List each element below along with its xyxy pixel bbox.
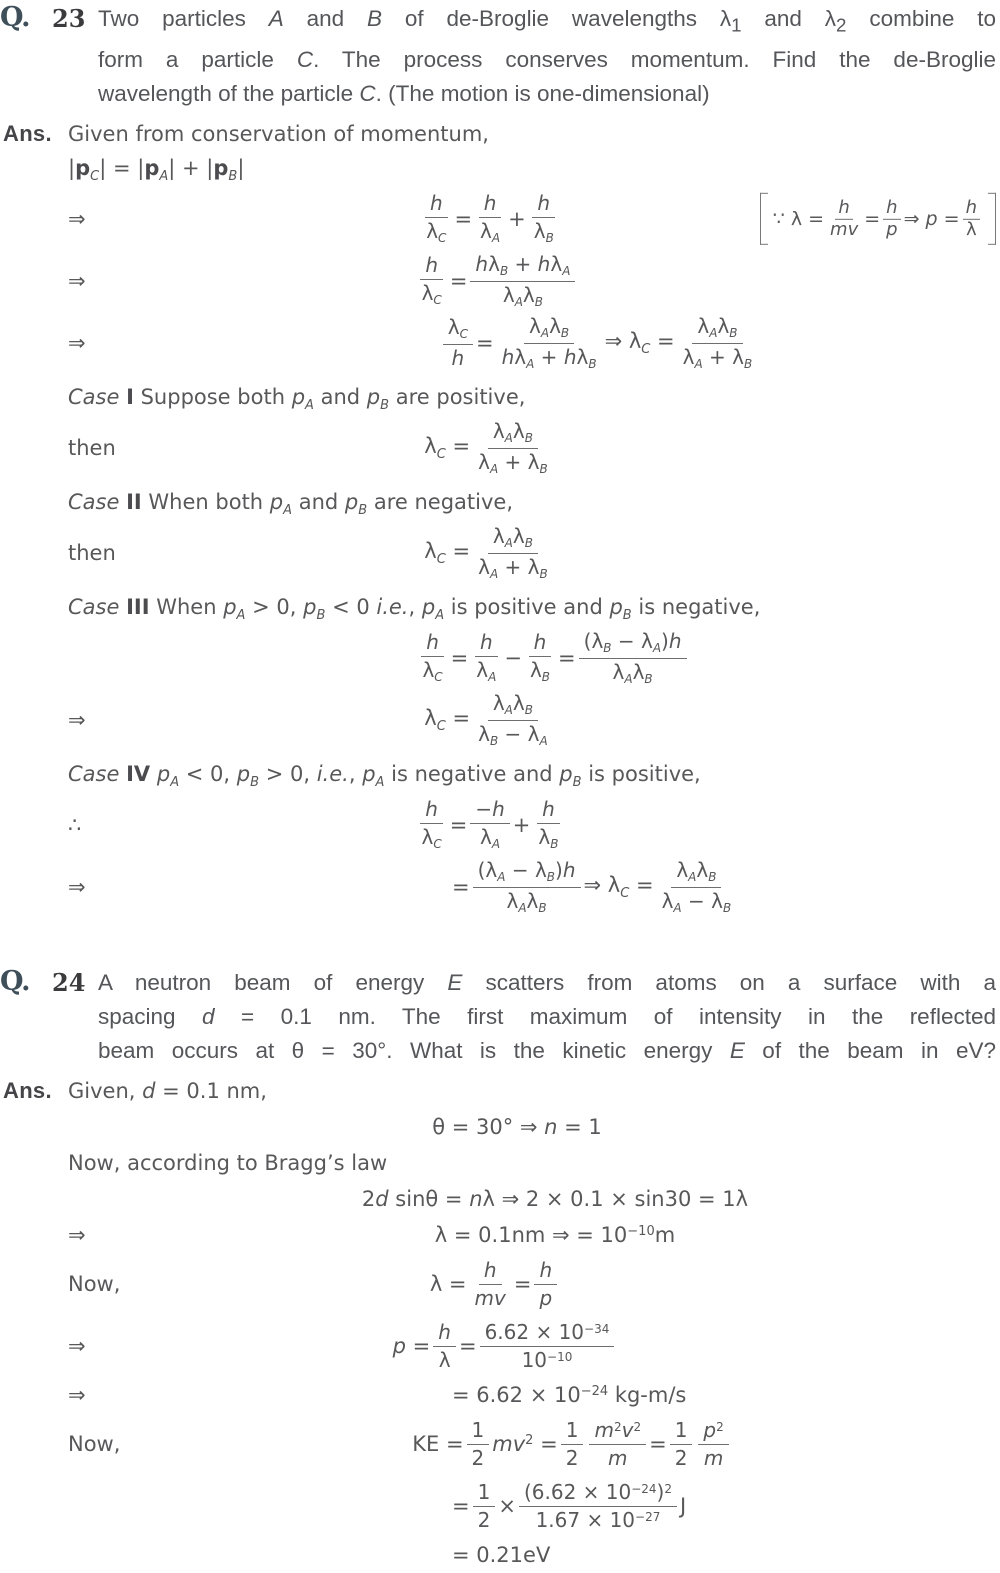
formula-row xyxy=(0,795,1000,856)
equation xyxy=(452,1383,686,1407)
equation xyxy=(68,156,244,184)
formula-row xyxy=(0,153,1000,188)
fraction: $\frac{6.62 \times 10^{-34}}{10^{-10}}$ xyxy=(480,1321,615,1372)
math-text: Case I Suppose both $p_A$ and $p_B$ are positive, xyxy=(68,384,526,413)
formula-row xyxy=(0,1146,1000,1181)
math-text: + xyxy=(508,206,526,231)
math-text: = xyxy=(452,875,470,899)
fraction: $\frac{1}{2}$ xyxy=(467,1419,490,1470)
equation xyxy=(432,1115,602,1139)
question-line: Two particles A and B of de-Broglie wavelengths $\lambda_1$ and $\lambda_2$ combine to xyxy=(98,6,996,36)
side-note-content xyxy=(768,193,988,245)
math-text: = xyxy=(450,646,469,670)
formula-row xyxy=(0,758,1000,794)
fraction: $\frac{(\lambda_A - \lambda_B)h}{\lambda_A\lambda_B}$ xyxy=(473,859,581,916)
answer-23 xyxy=(0,117,1000,918)
formula-row xyxy=(0,251,1000,312)
row-label: ⇒ xyxy=(68,875,86,899)
math-text: = xyxy=(864,208,881,230)
question-23-text xyxy=(98,2,1000,111)
fraction: $\frac{m^2v^2}{m}$ xyxy=(589,1419,646,1470)
equation xyxy=(430,1259,560,1310)
answer-24 xyxy=(0,1074,1000,1573)
formula-row xyxy=(0,1182,1000,1217)
row-label: ⇒ xyxy=(68,269,86,293)
formula-row xyxy=(0,1316,1000,1377)
equation xyxy=(68,1151,387,1175)
equation xyxy=(68,1079,267,1103)
formula-row xyxy=(0,1414,1000,1475)
row-label: ⇒ xyxy=(68,207,86,231)
equation xyxy=(414,253,579,310)
formula-row xyxy=(0,1218,1000,1253)
equation xyxy=(68,762,701,790)
math-text: ⇒ $\lambda_C$ = xyxy=(583,873,654,901)
fraction: $\frac{\lambda_A\lambda_B}{h\lambda_A + h\lambda_B}$ xyxy=(501,313,597,371)
row-label: then xyxy=(68,541,116,565)
fraction: $\frac{(\lambda_B - \lambda_A)h}{\lambda_A\lambda_B}$ xyxy=(579,630,687,687)
row-label: then xyxy=(68,436,116,460)
left-bracket xyxy=(760,193,768,245)
math-text: $|p_C| = |p_A| + |p_B|$ xyxy=(68,156,245,184)
row-label: ⇒ xyxy=(68,1383,86,1407)
math-text: = xyxy=(513,1272,532,1296)
question-24 xyxy=(0,964,1000,1068)
question-24-number: 24 xyxy=(52,967,86,997)
answer-lead-row xyxy=(0,1074,1000,1109)
fraction: $\frac{1}{2}$ xyxy=(670,1419,693,1470)
right-bracket xyxy=(988,193,996,245)
formula-row xyxy=(0,523,1000,584)
fraction: $\frac{h}{p}$ xyxy=(883,198,900,240)
formula-row xyxy=(0,1378,1000,1413)
math-text: Case IV $p_A < 0$, $p_B > 0$, i.e., $p_A$ is negative and $p_B$ is positive, xyxy=(68,761,701,790)
side-note xyxy=(760,193,996,245)
fraction: $\frac{-h}{\lambda_A}$ xyxy=(470,798,509,852)
answer-label: Ans. xyxy=(3,121,52,146)
math-text: p = xyxy=(392,1334,431,1358)
math-text: 2d sinθ = nλ ⇒ 2 × 0.1 × sin30 = 1λ xyxy=(361,1187,749,1211)
fraction: $\frac{h}{\lambda_A}$ xyxy=(480,191,501,246)
question-line: spacing d = 0.1 nm. The first maximum of intensity in the reflected xyxy=(98,1003,996,1029)
math-text: = xyxy=(449,269,468,293)
row-label: ⇒ xyxy=(68,708,86,732)
math-text: J xyxy=(680,1494,687,1518)
math-text: = xyxy=(558,646,576,670)
question-line: beam occurs at θ = 30°. What is the kinetic energy E of the beam in eV? xyxy=(98,1037,996,1063)
fraction: $\frac{h}{p}$ xyxy=(534,1259,557,1310)
row-label: ⇒ xyxy=(68,1334,86,1358)
row-label: ∴ xyxy=(68,813,82,837)
answer-lead-row xyxy=(0,117,1000,152)
formula-row xyxy=(0,189,1000,250)
math-text: Given, d = 0.1 nm, xyxy=(68,1079,267,1103)
formula-row xyxy=(0,486,1000,522)
question-23 xyxy=(0,0,1000,111)
math-text: = xyxy=(458,1334,477,1358)
equation xyxy=(68,385,525,413)
formula-row xyxy=(0,313,1000,374)
equation xyxy=(362,1187,748,1211)
math-text: $mv^2$ = xyxy=(492,1432,558,1456)
q-badge-icon: Q. xyxy=(0,965,30,997)
math-text: $\lambda_C$ = xyxy=(424,434,471,462)
question-24-text xyxy=(98,966,1000,1068)
fraction: $\frac{(6.62 \times 10^{-24})^2}{1.67 \times 10^{-27}}$ xyxy=(519,1481,677,1532)
math-text: ⇒ $\lambda_C$ = xyxy=(604,329,675,357)
q-badge-icon: Q. xyxy=(0,2,30,33)
question-line: form a particle C. The process conserves momentum. Find the de-Broglie xyxy=(98,46,996,72)
math-text: Now, according to Bragg’s law xyxy=(68,1151,388,1175)
formula-row xyxy=(0,381,1000,417)
formula-row xyxy=(0,690,1000,751)
equation xyxy=(435,1223,675,1247)
formula-row xyxy=(0,857,1000,918)
equation xyxy=(68,122,489,146)
fraction: $\frac{\lambda_A\lambda_B}{\lambda_A + \lambda_B}$ xyxy=(478,418,548,476)
math-text: ⇒ p = xyxy=(903,208,960,230)
formula-row xyxy=(0,1476,1000,1537)
math-text: = $6.62 \times 10^{-24}$ kg-m/s xyxy=(452,1383,687,1407)
equation xyxy=(424,525,555,582)
equation xyxy=(68,490,513,518)
fraction: $\frac{h}{\lambda_C}$ xyxy=(421,797,442,852)
equation xyxy=(414,630,689,687)
fraction: $\frac{p^2}{m}$ xyxy=(698,1419,728,1470)
math-text: KE = xyxy=(412,1432,464,1456)
equation xyxy=(440,315,761,372)
question-line: wavelength of the particle C. (The motion is one-dimensional) xyxy=(98,80,710,106)
equation xyxy=(452,1481,686,1532)
math-text: $\lambda_C$ = xyxy=(424,706,471,734)
math-text: $\lambda_C$ = xyxy=(424,539,471,567)
equation xyxy=(424,692,555,749)
math-text: = xyxy=(452,1494,470,1518)
formula-row xyxy=(0,1254,1000,1315)
math-text: = 0.21eV xyxy=(452,1543,551,1567)
math-text: − xyxy=(504,646,522,670)
math-text: = xyxy=(475,331,494,355)
fraction: $\frac{h}{mv}$ xyxy=(474,1257,506,1310)
fraction: $\frac{h}{\lambda_C}$ xyxy=(422,630,443,685)
math-text: λ = xyxy=(429,1272,467,1296)
fraction: $\frac{h}{\lambda_C}$ xyxy=(426,191,447,246)
equation xyxy=(424,420,555,477)
row-label: Now, xyxy=(68,1432,121,1456)
fraction: $\frac{\lambda_A\lambda_B}{\lambda_A + \lambda_B}$ xyxy=(478,523,548,581)
fraction: $\frac{h}{mv}$ xyxy=(830,196,859,240)
question-line: A neutron beam of energy E scatters from atoms on a surface with a xyxy=(98,969,996,995)
fraction: $\frac{h}{\lambda_C}$ xyxy=(421,253,442,308)
question-23-number: 23 xyxy=(52,4,86,33)
fraction: $\frac{\lambda_C}{h}$ xyxy=(443,316,473,370)
fraction: $\frac{h}{\lambda}$ xyxy=(433,1321,456,1372)
row-label: ⇒ xyxy=(68,1223,86,1247)
equation xyxy=(68,595,760,623)
math-text: + xyxy=(512,812,531,837)
equation xyxy=(414,798,567,852)
row-label: Now, xyxy=(68,1272,121,1296)
fraction: $\frac{1}{2}$ xyxy=(473,1481,496,1532)
math-text: = xyxy=(454,206,473,231)
math-text: Given from conservation of momentum, xyxy=(68,122,489,146)
math-text: × xyxy=(498,1494,516,1518)
math-text: = xyxy=(649,1432,667,1456)
math-text: λ = 0.1nm ⇒ = $10^{-10}m$ xyxy=(434,1223,676,1247)
fraction: $\frac{h}{\lambda_B}$ xyxy=(533,191,554,246)
math-text: Case III When $p_A > 0$, $p_B < 0$ i.e., $p_A$ is positive and $p_B$ is negative, xyxy=(68,594,761,623)
fraction: $\frac{h\lambda_B + h\lambda_A}{\lambda_A\lambda_B}$ xyxy=(470,253,575,310)
equation xyxy=(452,1543,550,1567)
math-text: θ = 30° ⇒ n = 1 xyxy=(432,1115,602,1139)
math-text: Case II When both $p_A$ and $p_B$ are negative, xyxy=(68,489,514,518)
equation xyxy=(452,859,739,916)
formula-row xyxy=(0,1538,1000,1573)
math-text: ∵ λ = xyxy=(772,208,825,230)
formula-row xyxy=(0,591,1000,627)
formula-row xyxy=(0,418,1000,479)
answer-label: Ans. xyxy=(3,1078,52,1103)
equation xyxy=(412,1419,732,1470)
fraction: $\frac{h}{\lambda_A}$ xyxy=(476,630,497,685)
equation xyxy=(418,192,562,246)
formula-row xyxy=(0,628,1000,689)
row-label: ⇒ xyxy=(68,331,86,355)
fraction: $\frac{\lambda_A\lambda_B}{\lambda_A - \lambda_B}$ xyxy=(661,857,732,915)
fraction: $\frac{h}{\lambda_B}$ xyxy=(538,797,559,852)
formula-row xyxy=(0,1110,1000,1145)
math-text: = xyxy=(449,812,468,837)
fraction: $\frac{\lambda_A\lambda_B}{\lambda_B - \lambda_A}$ xyxy=(478,690,548,748)
equation xyxy=(393,1321,618,1372)
fraction: $\frac{h}{\lambda}$ xyxy=(963,198,980,240)
fraction: $\frac{1}{2}$ xyxy=(561,1419,584,1470)
fraction: $\frac{h}{\lambda_B}$ xyxy=(529,630,551,685)
fraction: $\frac{\lambda_A\lambda_B}{\lambda_A + \lambda_B}$ xyxy=(682,313,753,371)
